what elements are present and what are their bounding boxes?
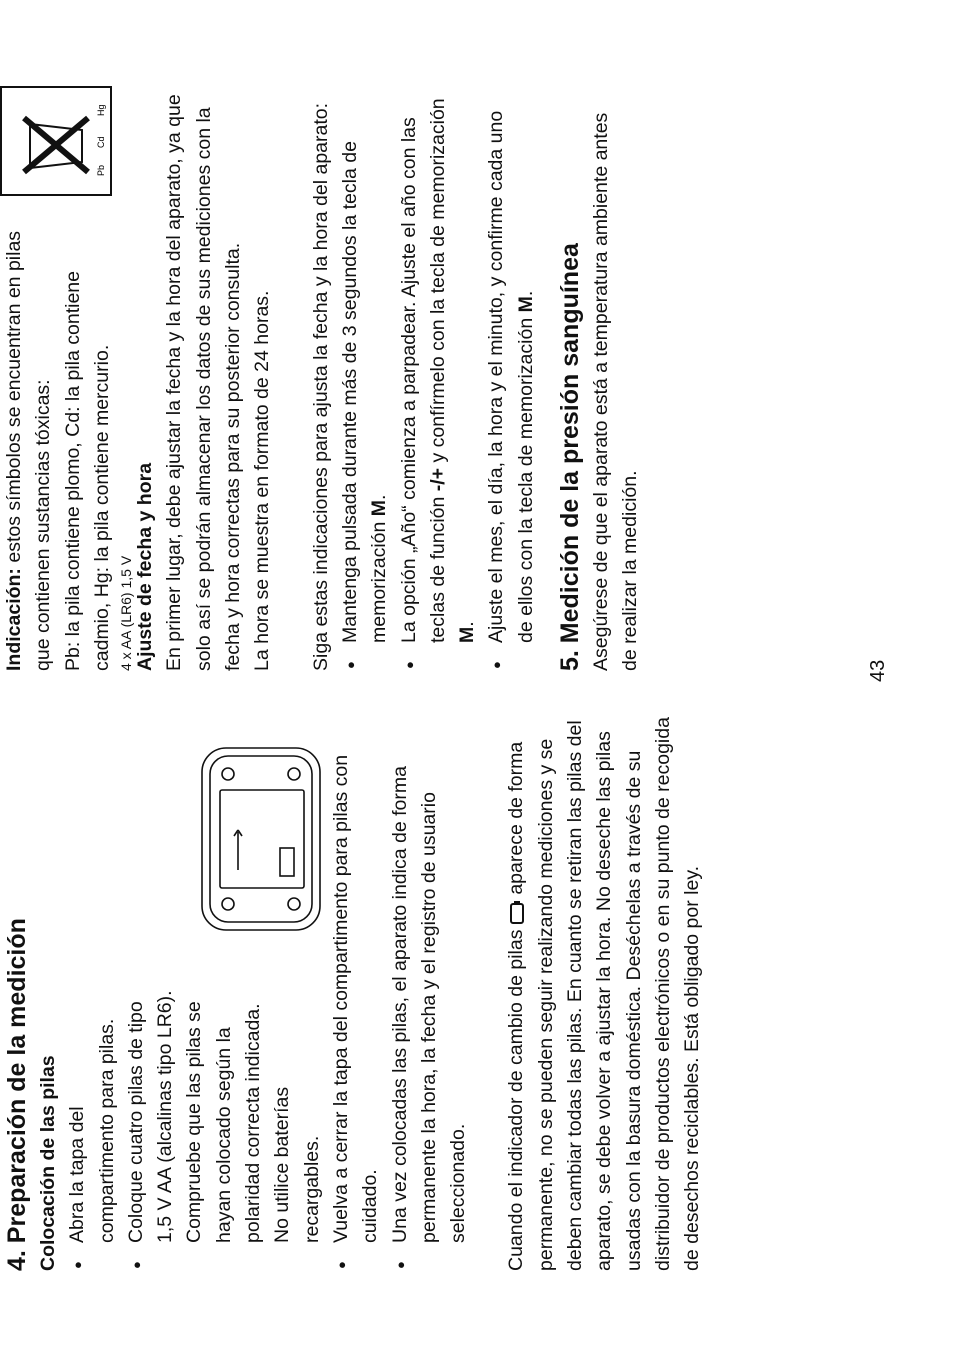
datetime-paragraph: En primer lugar, debe ajustar la fecha y la hora del aparato, ya que solo así se podrán almacenar los datos de sus mediciones con la fecha y hora correctas para su posterior consulta.: [163, 94, 245, 671]
list-item: ● Mantenga pulsada durante más de 3 segundos la tecla de memorización M.: [336, 86, 395, 671]
datetime-steps-list: [336, 86, 541, 671]
crossed-bin-icon: [0, 86, 112, 196]
list-item: ● Una vez colocadas las pilas, el aparato indica de forma permanente la hora, la fecha y el registro de usuario seleccionado.: [386, 691, 474, 1271]
hg-label: Hg: [96, 104, 106, 116]
battery-change-paragraph: Cuando el indicador de cambio de pilas aparece de forma permanente, no se pueden seguir realizando mediciones y se deben cambiar todas las pilas. En cuanto se retiran las pilas del aparato, se debe volver a ajustar la hora. No deseche las pilas usadas con la basura doméstica. Deséchelas a través de su distribuidor de productos electrónicos o en su punto de recogida de desechos reciclables. Está obligado por ley.: [505, 717, 704, 1271]
note-elements: Pb: la pila contiene plomo, Cd: la pila contiene cadmio, Hg: la pila contiene mercurio.: [61, 271, 113, 671]
section-title-4: 4. Preparación de la medición: [3, 918, 31, 1271]
note-paragraph: Indicación: estos símbolos se encuentran en pilas que contienen sustancias tóxicas:: [3, 230, 55, 671]
pb-label: Pb: [96, 164, 106, 176]
format-paragraph: La hora se muestra en formato de 24 horas.: [251, 290, 274, 671]
list-item: ● Vuelva a cerrar la tapa del compartimento para pilas con cuidado.: [327, 691, 386, 1271]
cd-label: Cd: [96, 136, 106, 148]
device-closed-icon: [202, 748, 320, 930]
subtitle-datetime: Ajuste de fecha y hora: [134, 462, 157, 671]
insert-steps-list: [63, 981, 327, 1271]
list-item: ● La opción „Año“ comienza a parpadear. Ajuste el año con las teclas de función -/+ y confírmelo con la tecla de memorización M.: [395, 86, 483, 671]
measure-paragraph: Asegúrese de que el aparato está a temperatura ambiente antes de realizar la medición.: [590, 112, 642, 671]
section-title-5: 5. Medición de la presión sanguínea: [556, 243, 585, 671]
close-steps-list: [327, 691, 473, 1271]
list-item: ● Coloque cuatro pilas de tipo 1,5 V AA (alcalinas tipo LR6). Compruebe que las pilas se hayan colocado según la polaridad correcta indicada. No utilice baterías recargables.: [122, 981, 327, 1271]
steps-intro: Siga estas indicaciones para ajusta la fecha y la hora del aparato:: [309, 102, 332, 671]
subtitle-batteries: Colocación de las pilas: [37, 1055, 59, 1271]
list-item: ● Abra la tapa del compartimento para pilas.: [63, 981, 122, 1271]
right-column: [0, 86, 646, 671]
toxic-battery-symbol: [0, 86, 117, 196]
battery-label: 4 x AA (LR6) 1,5 V: [118, 555, 134, 671]
battery-compartment-illustration: [130, 691, 330, 936]
page-number: 43: [867, 659, 889, 682]
list-item: ● Ajuste el mes, el día, la hora y el minuto, y confirme cada uno de ellos con la tecla de memorización M.: [482, 86, 541, 671]
battery-change-icon: [510, 900, 524, 924]
